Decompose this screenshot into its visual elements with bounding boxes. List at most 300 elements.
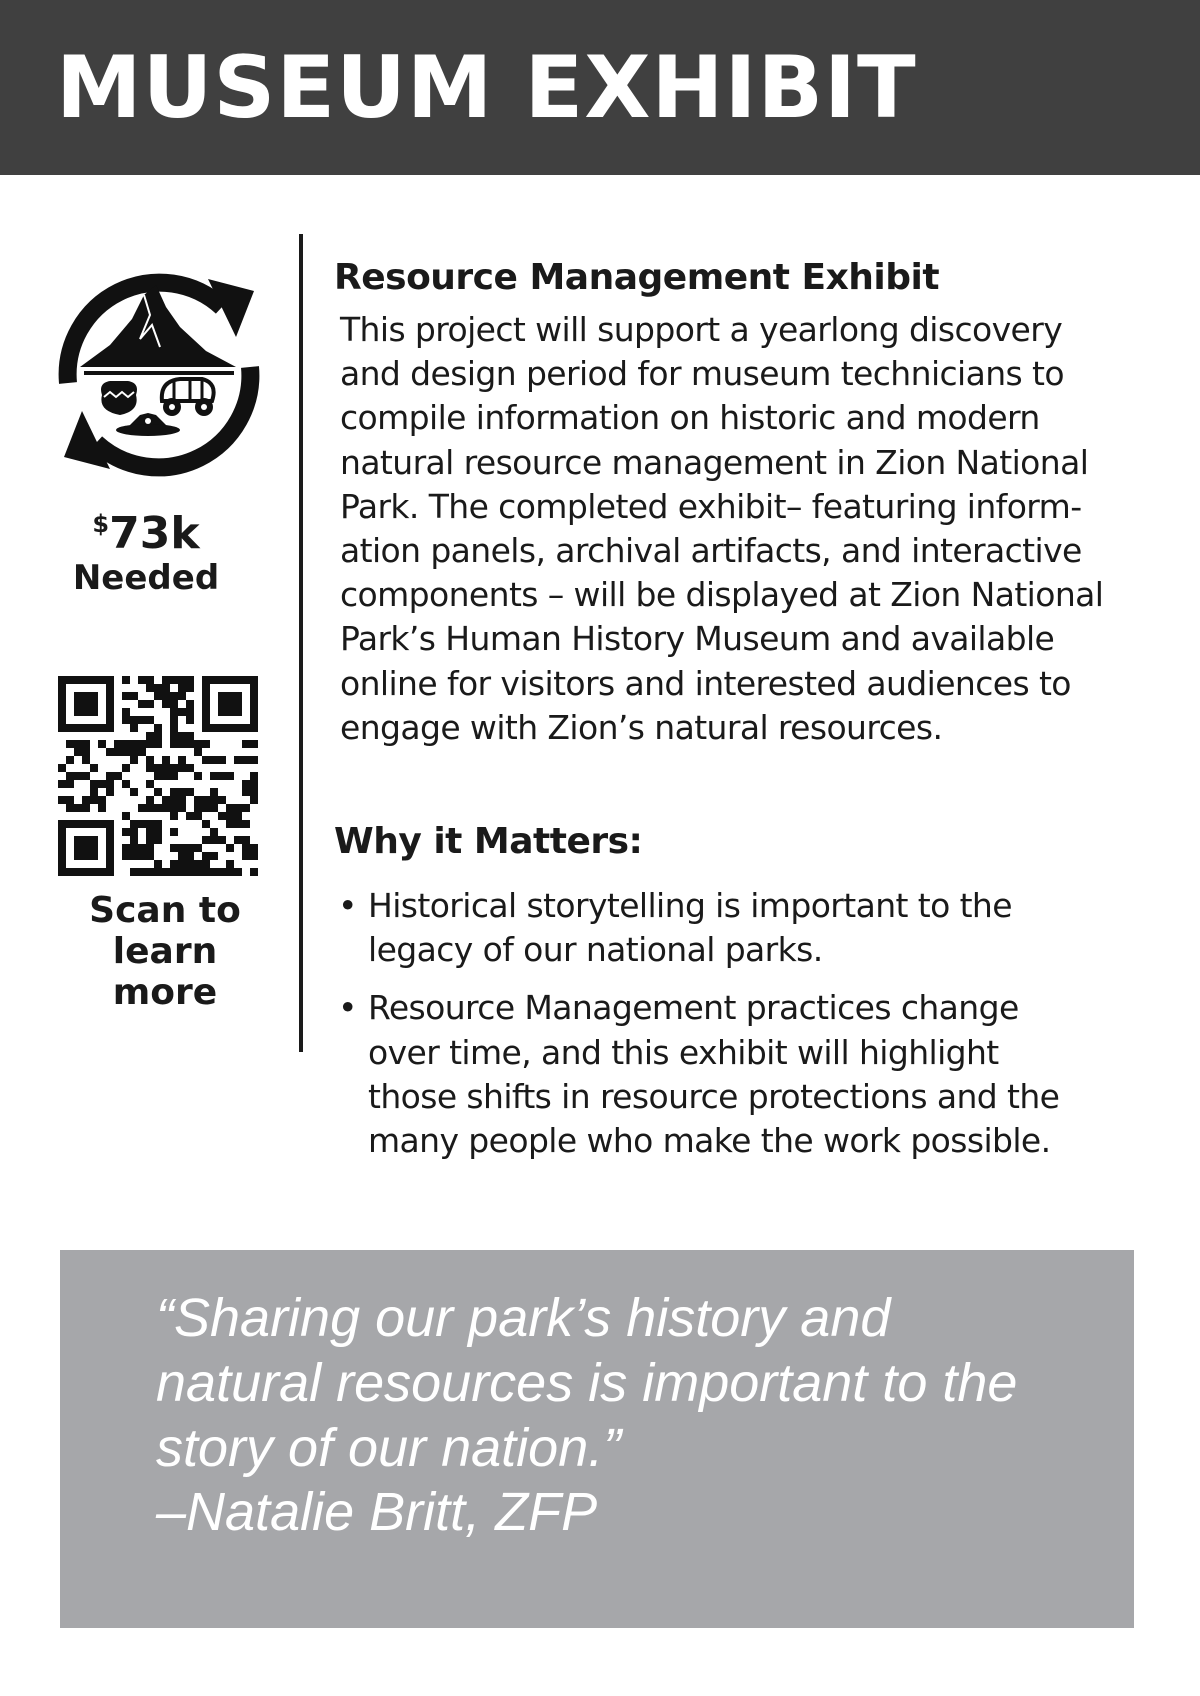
qr-module — [122, 748, 130, 756]
qr-module — [106, 708, 114, 716]
qr-module — [74, 772, 82, 780]
currency-symbol: $ — [92, 510, 110, 538]
qr-module — [106, 828, 114, 836]
qr-module — [170, 700, 178, 708]
header-bar — [0, 0, 1200, 175]
scan-label-line: learn — [112, 931, 218, 972]
qr-module — [226, 860, 234, 868]
qr-module — [186, 764, 194, 772]
qr-module — [66, 804, 74, 812]
qr-module — [130, 868, 138, 876]
qr-module — [74, 836, 82, 844]
qr-module — [218, 836, 226, 844]
description-line: components – will be displayed at Zion National — [340, 575, 1104, 615]
qr-module — [98, 820, 106, 828]
qr-module — [218, 708, 226, 716]
qr-module — [122, 812, 130, 820]
qr-module — [234, 724, 242, 732]
qr-module — [130, 820, 138, 828]
list-item — [334, 884, 1184, 972]
qr-module — [218, 796, 226, 804]
qr-module — [146, 820, 154, 828]
description-line: online for visitors and interested audiences to — [340, 663, 1071, 703]
qr-module — [170, 812, 178, 820]
qr-module — [250, 852, 258, 860]
qr-module — [90, 788, 98, 796]
qr-module — [178, 844, 186, 852]
qr-module — [154, 692, 162, 700]
qr-module — [162, 868, 170, 876]
qr-module — [178, 788, 186, 796]
qr-module — [82, 724, 90, 732]
qr-module — [202, 796, 210, 804]
qr-module — [154, 820, 162, 828]
qr-module — [170, 676, 178, 684]
qr-module — [66, 676, 74, 684]
qr-module — [82, 756, 90, 764]
qr-module — [202, 708, 210, 716]
qr-module — [138, 716, 146, 724]
qr-module — [186, 708, 194, 716]
qr-module — [178, 852, 186, 860]
qr-module — [130, 828, 138, 836]
qr-module — [154, 828, 162, 836]
qr-module — [146, 756, 154, 764]
qr-module — [194, 844, 202, 852]
qr-module — [138, 676, 146, 684]
qr-module — [58, 828, 66, 836]
qr-module — [194, 748, 202, 756]
qr-module — [66, 772, 74, 780]
qr-module — [210, 836, 218, 844]
qr-module — [114, 772, 122, 780]
qr-module — [250, 700, 258, 708]
qr-module — [82, 820, 90, 828]
qr-module — [178, 684, 186, 692]
qr-module — [170, 764, 178, 772]
quote-line: story of our nation.” — [156, 1418, 622, 1478]
qr-module — [242, 820, 250, 828]
bullet-line: over time, and this exhibit will highlight — [368, 1032, 999, 1072]
qr-module — [58, 700, 66, 708]
qr-module — [138, 700, 146, 708]
qr-module — [58, 676, 66, 684]
qr-module — [162, 700, 170, 708]
qr-module — [138, 804, 146, 812]
funding-value: 73k — [109, 508, 200, 559]
qr-module — [234, 820, 242, 828]
qr-module — [146, 828, 154, 836]
qr-module — [154, 764, 162, 772]
qr-module — [234, 756, 242, 764]
qr-module — [74, 852, 82, 860]
qr-module — [218, 868, 226, 876]
qr-module — [90, 868, 98, 876]
qr-module — [98, 796, 106, 804]
qr-module — [178, 756, 186, 764]
qr-module — [74, 844, 82, 852]
qr-module — [154, 732, 162, 740]
qr-module — [250, 724, 258, 732]
qr-module — [122, 716, 130, 724]
qr-module — [194, 860, 202, 868]
qr-module — [82, 804, 90, 812]
qr-module — [98, 676, 106, 684]
qr-module — [170, 804, 178, 812]
qr-module — [210, 828, 218, 836]
qr-module — [130, 788, 138, 796]
qr-module — [130, 844, 138, 852]
qr-module — [234, 812, 242, 820]
qr-module — [130, 716, 138, 724]
qr-module — [82, 796, 90, 804]
qr-module — [226, 724, 234, 732]
qr-module — [90, 852, 98, 860]
qr-module — [74, 676, 82, 684]
funding-needed — [30, 500, 262, 598]
qr-module — [242, 756, 250, 764]
qr-module — [226, 700, 234, 708]
qr-module — [162, 796, 170, 804]
qr-module — [106, 852, 114, 860]
bullet-dot: • — [338, 886, 357, 925]
qr-module — [162, 772, 170, 780]
qr-module — [202, 860, 210, 868]
qr-module — [90, 844, 98, 852]
qr-module — [250, 868, 258, 876]
qr-code-icon[interactable] — [58, 676, 258, 876]
qr-module — [170, 796, 178, 804]
qr-module — [106, 836, 114, 844]
qr-module — [242, 740, 250, 748]
qr-module — [202, 804, 210, 812]
qr-module — [178, 740, 186, 748]
qr-module — [74, 820, 82, 828]
qr-module — [146, 780, 154, 788]
qr-module — [146, 804, 154, 812]
qr-module — [146, 740, 154, 748]
qr-module — [74, 748, 82, 756]
qr-module — [82, 772, 90, 780]
description-line: and design period for museum technicians to — [340, 354, 1064, 394]
qr-module — [138, 844, 146, 852]
qr-module — [250, 740, 258, 748]
qr-module — [162, 692, 170, 700]
qr-module — [82, 740, 90, 748]
qr-module — [194, 740, 202, 748]
qr-module — [234, 836, 242, 844]
qr-module — [58, 684, 66, 692]
qr-module — [170, 788, 178, 796]
qr-module — [202, 836, 210, 844]
quote-line: natural resources is important to the — [156, 1353, 1018, 1413]
qr-module — [242, 844, 250, 852]
project-title: Resource Management Exhibit — [334, 257, 940, 298]
page-title: MUSEUM EXHIBIT — [56, 38, 917, 138]
qr-module — [146, 868, 154, 876]
qr-module — [210, 804, 218, 812]
qr-module — [170, 740, 178, 748]
qr-module — [250, 716, 258, 724]
qr-module — [58, 724, 66, 732]
qr-module — [138, 748, 146, 756]
qr-module — [250, 772, 258, 780]
qr-module — [90, 708, 98, 716]
qr-module — [122, 852, 130, 860]
description-line: Park’s Human History Museum and available — [340, 619, 1055, 659]
qr-module — [82, 852, 90, 860]
qr-module — [210, 868, 218, 876]
qr-module — [106, 772, 114, 780]
qr-module — [122, 708, 130, 716]
qr-module — [58, 852, 66, 860]
qr-module — [90, 676, 98, 684]
qr-module — [186, 788, 194, 796]
qr-module — [210, 796, 218, 804]
qr-module — [138, 820, 146, 828]
qr-module — [234, 700, 242, 708]
description-line: natural resource management in Zion National — [340, 442, 1089, 482]
qr-module — [154, 684, 162, 692]
qr-module — [210, 724, 218, 732]
qr-module — [186, 812, 194, 820]
qr-module — [82, 708, 90, 716]
qr-module — [202, 740, 210, 748]
qr-module — [250, 780, 258, 788]
qr-module — [178, 676, 186, 684]
qr-module — [98, 740, 106, 748]
qr-module — [82, 692, 90, 700]
qr-module — [210, 756, 218, 764]
qr-module — [234, 676, 242, 684]
qr-module — [122, 692, 130, 700]
qr-module — [154, 868, 162, 876]
qr-module — [170, 860, 178, 868]
qr-module — [146, 836, 154, 844]
qr-module — [250, 796, 258, 804]
qr-module — [210, 788, 218, 796]
quote-text — [156, 1286, 1017, 1481]
qr-module — [138, 740, 146, 748]
qr-module — [74, 692, 82, 700]
quote-box — [60, 1250, 1134, 1628]
qr-module — [58, 692, 66, 700]
qr-module — [66, 756, 74, 764]
qr-module — [154, 804, 162, 812]
qr-module — [154, 740, 162, 748]
qr-module — [202, 684, 210, 692]
qr-module — [170, 772, 178, 780]
qr-module — [202, 756, 210, 764]
qr-module — [146, 732, 154, 740]
qr-module — [210, 772, 218, 780]
why-it-matters-title: Why it Matters: — [334, 821, 643, 862]
project-description — [340, 308, 1184, 750]
qr-module — [178, 860, 186, 868]
qr-module — [234, 692, 242, 700]
qr-module — [170, 868, 178, 876]
qr-module — [226, 676, 234, 684]
qr-module — [186, 676, 194, 684]
qr-module — [58, 708, 66, 716]
qr-module — [146, 852, 154, 860]
qr-module — [138, 852, 146, 860]
qr-module — [242, 724, 250, 732]
qr-module — [146, 676, 154, 684]
qr-module — [90, 692, 98, 700]
qr-module — [74, 868, 82, 876]
qr-module — [74, 724, 82, 732]
qr-module — [170, 692, 178, 700]
qr-module — [178, 868, 186, 876]
qr-module — [218, 772, 226, 780]
qr-module — [186, 732, 194, 740]
qr-module — [66, 796, 74, 804]
vertical-divider — [299, 234, 303, 1052]
qr-module — [146, 700, 154, 708]
qr-module — [106, 684, 114, 692]
project-section — [334, 254, 1184, 750]
qr-module — [82, 748, 90, 756]
bullet-line: Historical storytelling is important to the — [368, 886, 1012, 925]
qr-module — [170, 708, 178, 716]
qr-module — [242, 804, 250, 812]
qr-module — [130, 724, 138, 732]
qr-module — [186, 868, 194, 876]
qr-module — [170, 716, 178, 724]
qr-module — [58, 796, 66, 804]
scan-label-line: Scan to — [89, 890, 241, 931]
qr-module — [178, 804, 186, 812]
qr-module — [162, 676, 170, 684]
qr-module — [90, 700, 98, 708]
quote-line: “Sharing our park’s history and — [156, 1288, 891, 1348]
qr-module — [90, 724, 98, 732]
bullet-dot: • — [338, 988, 357, 1028]
qr-module — [242, 836, 250, 844]
qr-module — [74, 740, 82, 748]
qr-module — [242, 852, 250, 860]
qr-module — [250, 692, 258, 700]
scan-label-line: more — [112, 972, 218, 1013]
qr-module — [202, 716, 210, 724]
qr-module — [106, 780, 114, 788]
qr-module — [114, 748, 122, 756]
qr-module — [202, 676, 210, 684]
qr-module — [58, 868, 66, 876]
qr-module — [122, 740, 130, 748]
qr-module — [226, 708, 234, 716]
qr-module — [58, 780, 66, 788]
qr-module — [154, 860, 162, 868]
qr-module — [194, 812, 202, 820]
qr-module — [186, 684, 194, 692]
qr-module — [106, 788, 114, 796]
why-it-matters-list — [334, 884, 1184, 1177]
qr-module — [98, 780, 106, 788]
mountain-cycle-emblem-icon — [40, 255, 278, 493]
funding-amount — [30, 500, 262, 558]
qr-module — [154, 836, 162, 844]
qr-module — [202, 692, 210, 700]
qr-module — [130, 836, 138, 844]
qr-module — [210, 852, 218, 860]
qr-module — [178, 796, 186, 804]
qr-module — [186, 740, 194, 748]
qr-module — [186, 716, 194, 724]
description-line: compile information on historic and modern — [340, 398, 1040, 438]
qr-module — [146, 764, 154, 772]
bullet-line: many people who make the work possible. — [368, 1121, 1051, 1161]
qr-module — [218, 812, 226, 820]
qr-module — [106, 724, 114, 732]
qr-module — [162, 756, 170, 764]
qr-module — [194, 772, 202, 780]
qr-module — [186, 852, 194, 860]
qr-module — [226, 692, 234, 700]
qr-module — [250, 756, 258, 764]
description-line: ation panels, archival artifacts, and interactive — [340, 531, 1082, 571]
qr-module — [250, 684, 258, 692]
qr-module — [90, 780, 98, 788]
qr-module — [106, 868, 114, 876]
qr-module — [250, 708, 258, 716]
qr-module — [242, 780, 250, 788]
qr-module — [218, 700, 226, 708]
qr-module — [58, 716, 66, 724]
qr-module — [226, 804, 234, 812]
qr-module — [122, 780, 130, 788]
qr-module — [98, 724, 106, 732]
qr-module — [90, 796, 98, 804]
qr-module — [202, 868, 210, 876]
qr-module — [226, 844, 234, 852]
bullet-line: Resource Management practices change — [368, 988, 1019, 1028]
qr-module — [122, 828, 130, 836]
qr-module — [114, 740, 122, 748]
qr-module — [250, 676, 258, 684]
qr-module — [242, 676, 250, 684]
qr-module — [226, 868, 234, 876]
qr-module — [218, 692, 226, 700]
qr-module — [106, 860, 114, 868]
qr-module — [66, 820, 74, 828]
funding-label: Needed — [72, 558, 220, 598]
bullet-line: those shifts in resource protections and the — [368, 1076, 1060, 1116]
qr-module — [106, 716, 114, 724]
qr-module — [106, 676, 114, 684]
description-line: engage with Zion’s natural resources. — [340, 707, 943, 747]
qr-module — [226, 772, 234, 780]
qr-module — [202, 852, 210, 860]
qr-module — [106, 820, 114, 828]
qr-module — [106, 844, 114, 852]
qr-module — [210, 676, 218, 684]
qr-module — [154, 772, 162, 780]
qr-module — [58, 844, 66, 852]
qr-module — [186, 700, 194, 708]
qr-module — [146, 716, 154, 724]
qr-module — [66, 780, 74, 788]
qr-module — [74, 708, 82, 716]
qr-module — [66, 740, 74, 748]
qr-module — [146, 796, 154, 804]
qr-module — [178, 732, 186, 740]
qr-module — [98, 868, 106, 876]
qr-module — [130, 756, 138, 764]
qr-module — [234, 868, 242, 876]
qr-module — [122, 676, 130, 684]
